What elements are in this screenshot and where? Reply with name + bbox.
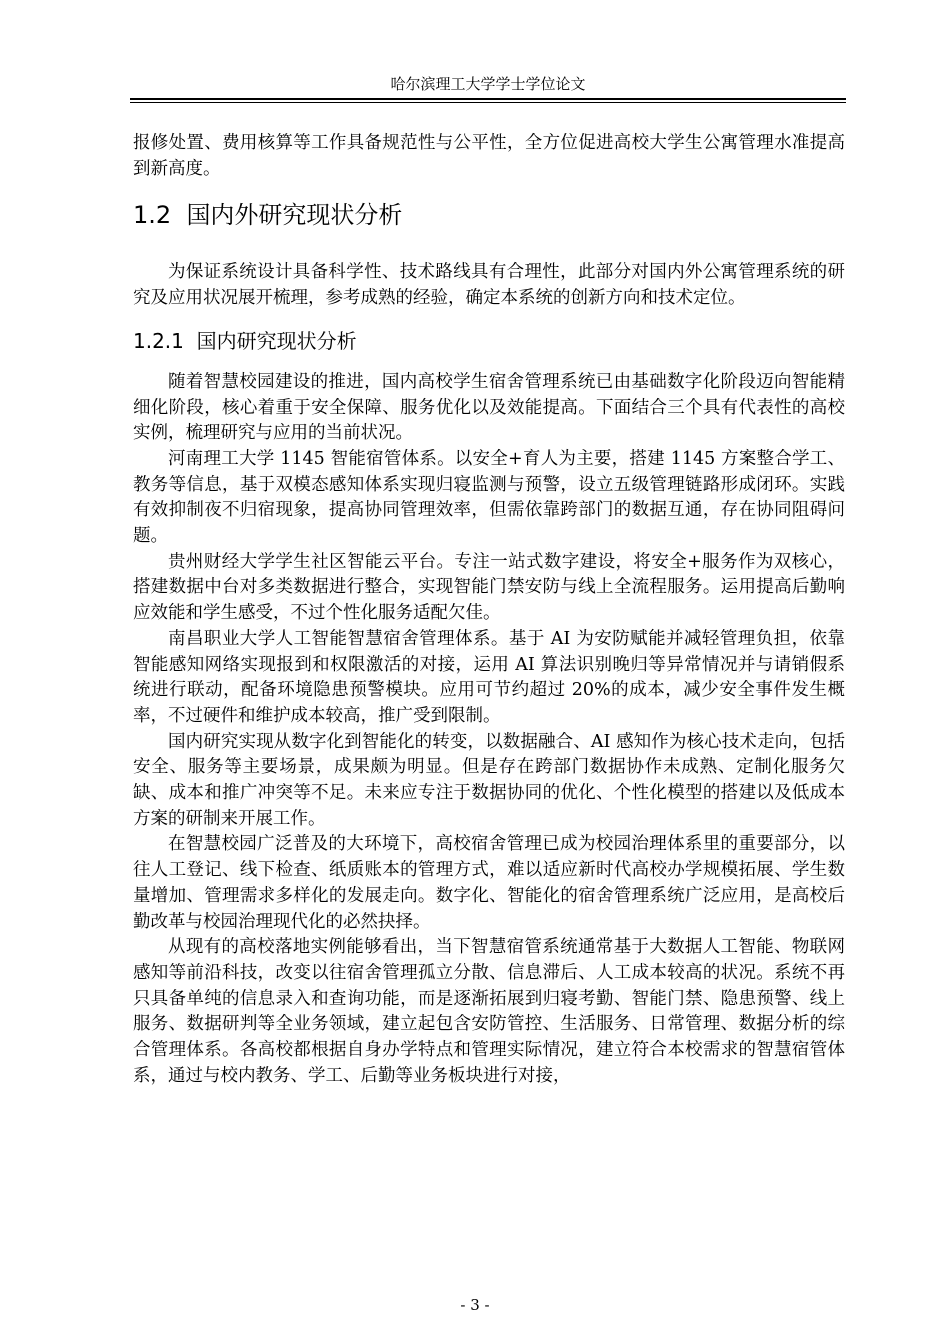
page-number: - 3 -: [460, 1296, 490, 1314]
paragraph-continued: 报修处置、费用核算等工作具备规范性与公平性，全方位促进高校大学生公寓管理水准提高到新高度。: [133, 133, 845, 179]
section-title: 国内外研究现状分析: [186, 201, 403, 230]
paragraph-6: 在智慧校园广泛普及的大环境下，高校宿舍管理已成为校园治理体系里的重要部分，以往人工登记、线下检查、纸质账本的管理方式，难以适应新时代高校办学规模拓展、学生数量增加、管理需求多样化的发展走向。数字化、智能化的宿舍管理系统广泛应用，是高校后勤改革与校园治理现代化的必然抉择。: [133, 834, 845, 932]
subsection-number: 1.2.1: [133, 328, 184, 353]
running-header: 哈尔滨理工大学学士学位论文: [390, 75, 586, 93]
paragraph-1: 随着智慧校园建设的推进，国内高校学生宿舍管理系统已由基础数字化阶段迈向智能精细化阶段，核心着重于安全保障、服务优化以及效能提高。下面结合三个具有代表性的高校实例，梳理研究与应用的当前状况。: [133, 371, 845, 444]
section-intro-paragraph: 为保证系统设计具备科学性、技术路线具有合理性，此部分对国内外公寓管理系统的研究及应用状况展开梳理，参考成熟的经验，确定本系统的创新方向和技术定位。: [133, 262, 845, 309]
page-body: [133, 131, 845, 1090]
header-rule-thin: [130, 102, 846, 103]
paragraph-7: 从现有的高校落地实例能够看出，当下智慧宿管系统通常基于大数据人工智能、物联网感知等前沿科技，改变以往宿舍管理孤立分散、信息滞后、人工成本较高的状况。系统不再只具备单纯的信息录入和查询功能，而是逐渐拓展到归寝考勤、智能门禁、隐患预警、线上服务、数据研判等全业务领域，建立起包含安防管控、生活服务、日常管理、数据分析的综合管理体系。各高校都根据自身办学特点和管理实际情况，建立符合本校需求的智慧宿管体系，通过与校内教务、学工、后勤等业务板块进行对接，: [133, 937, 845, 1086]
paragraph-4: 南昌职业大学人工智能智慧宿舍管理体系。基于 AI 为安防赋能并减轻管理负担，依靠智能感知网络实现报到和权限激活的对接，运用 AI 算法识别晚归等异常情况并与请销假系统进行联动，配备环境隐患预警模块。应用可节约超过 20%的成本，减少安全事件发生概率，不过硬件和维护成本较高，推广受到限制。: [133, 628, 845, 726]
subsection-heading: [133, 328, 845, 354]
paragraph-5: 国内研究实现从数字化到智能化的转变，以数据融合、AI 感知作为核心技术走向，包括安全、服务等主要场景，成果颇为明显。但是存在跨部门数据协作未成熟、定制化服务欠缺、成本和推广冲突等不足。未来应专注于数据协同的优化、个性化模型的搭建以及低成本方案的研制来开展工作。: [133, 731, 845, 829]
paragraph-2: 河南理工大学 1145 智能宿管体系。以安全+育人为主要，搭建 1145 方案整合学工、教务等信息，基于双模态感知体系实现归寝监测与预警，设立五级管理链路形成闭环。实践有效抑制夜不归宿现象，提高协同管理效率，但需依靠跨部门的数据互通，存在协同阻碍问题。: [133, 448, 845, 547]
section-heading: [133, 200, 845, 230]
paragraph-3: 贵州财经大学学生社区智能云平台。专注一站式数字建设，将安全+服务作为双核心，搭建数据中台对多类数据进行整合，实现智能门禁安防与线上全流程服务。运用提高后勤响应效能和学生感受，不过个性化服务适配欠佳。: [133, 551, 845, 624]
subsection-title: 国内研究现状分析: [196, 328, 357, 353]
section-number: 1.2: [133, 201, 172, 230]
header-rule-thick: [130, 98, 846, 100]
